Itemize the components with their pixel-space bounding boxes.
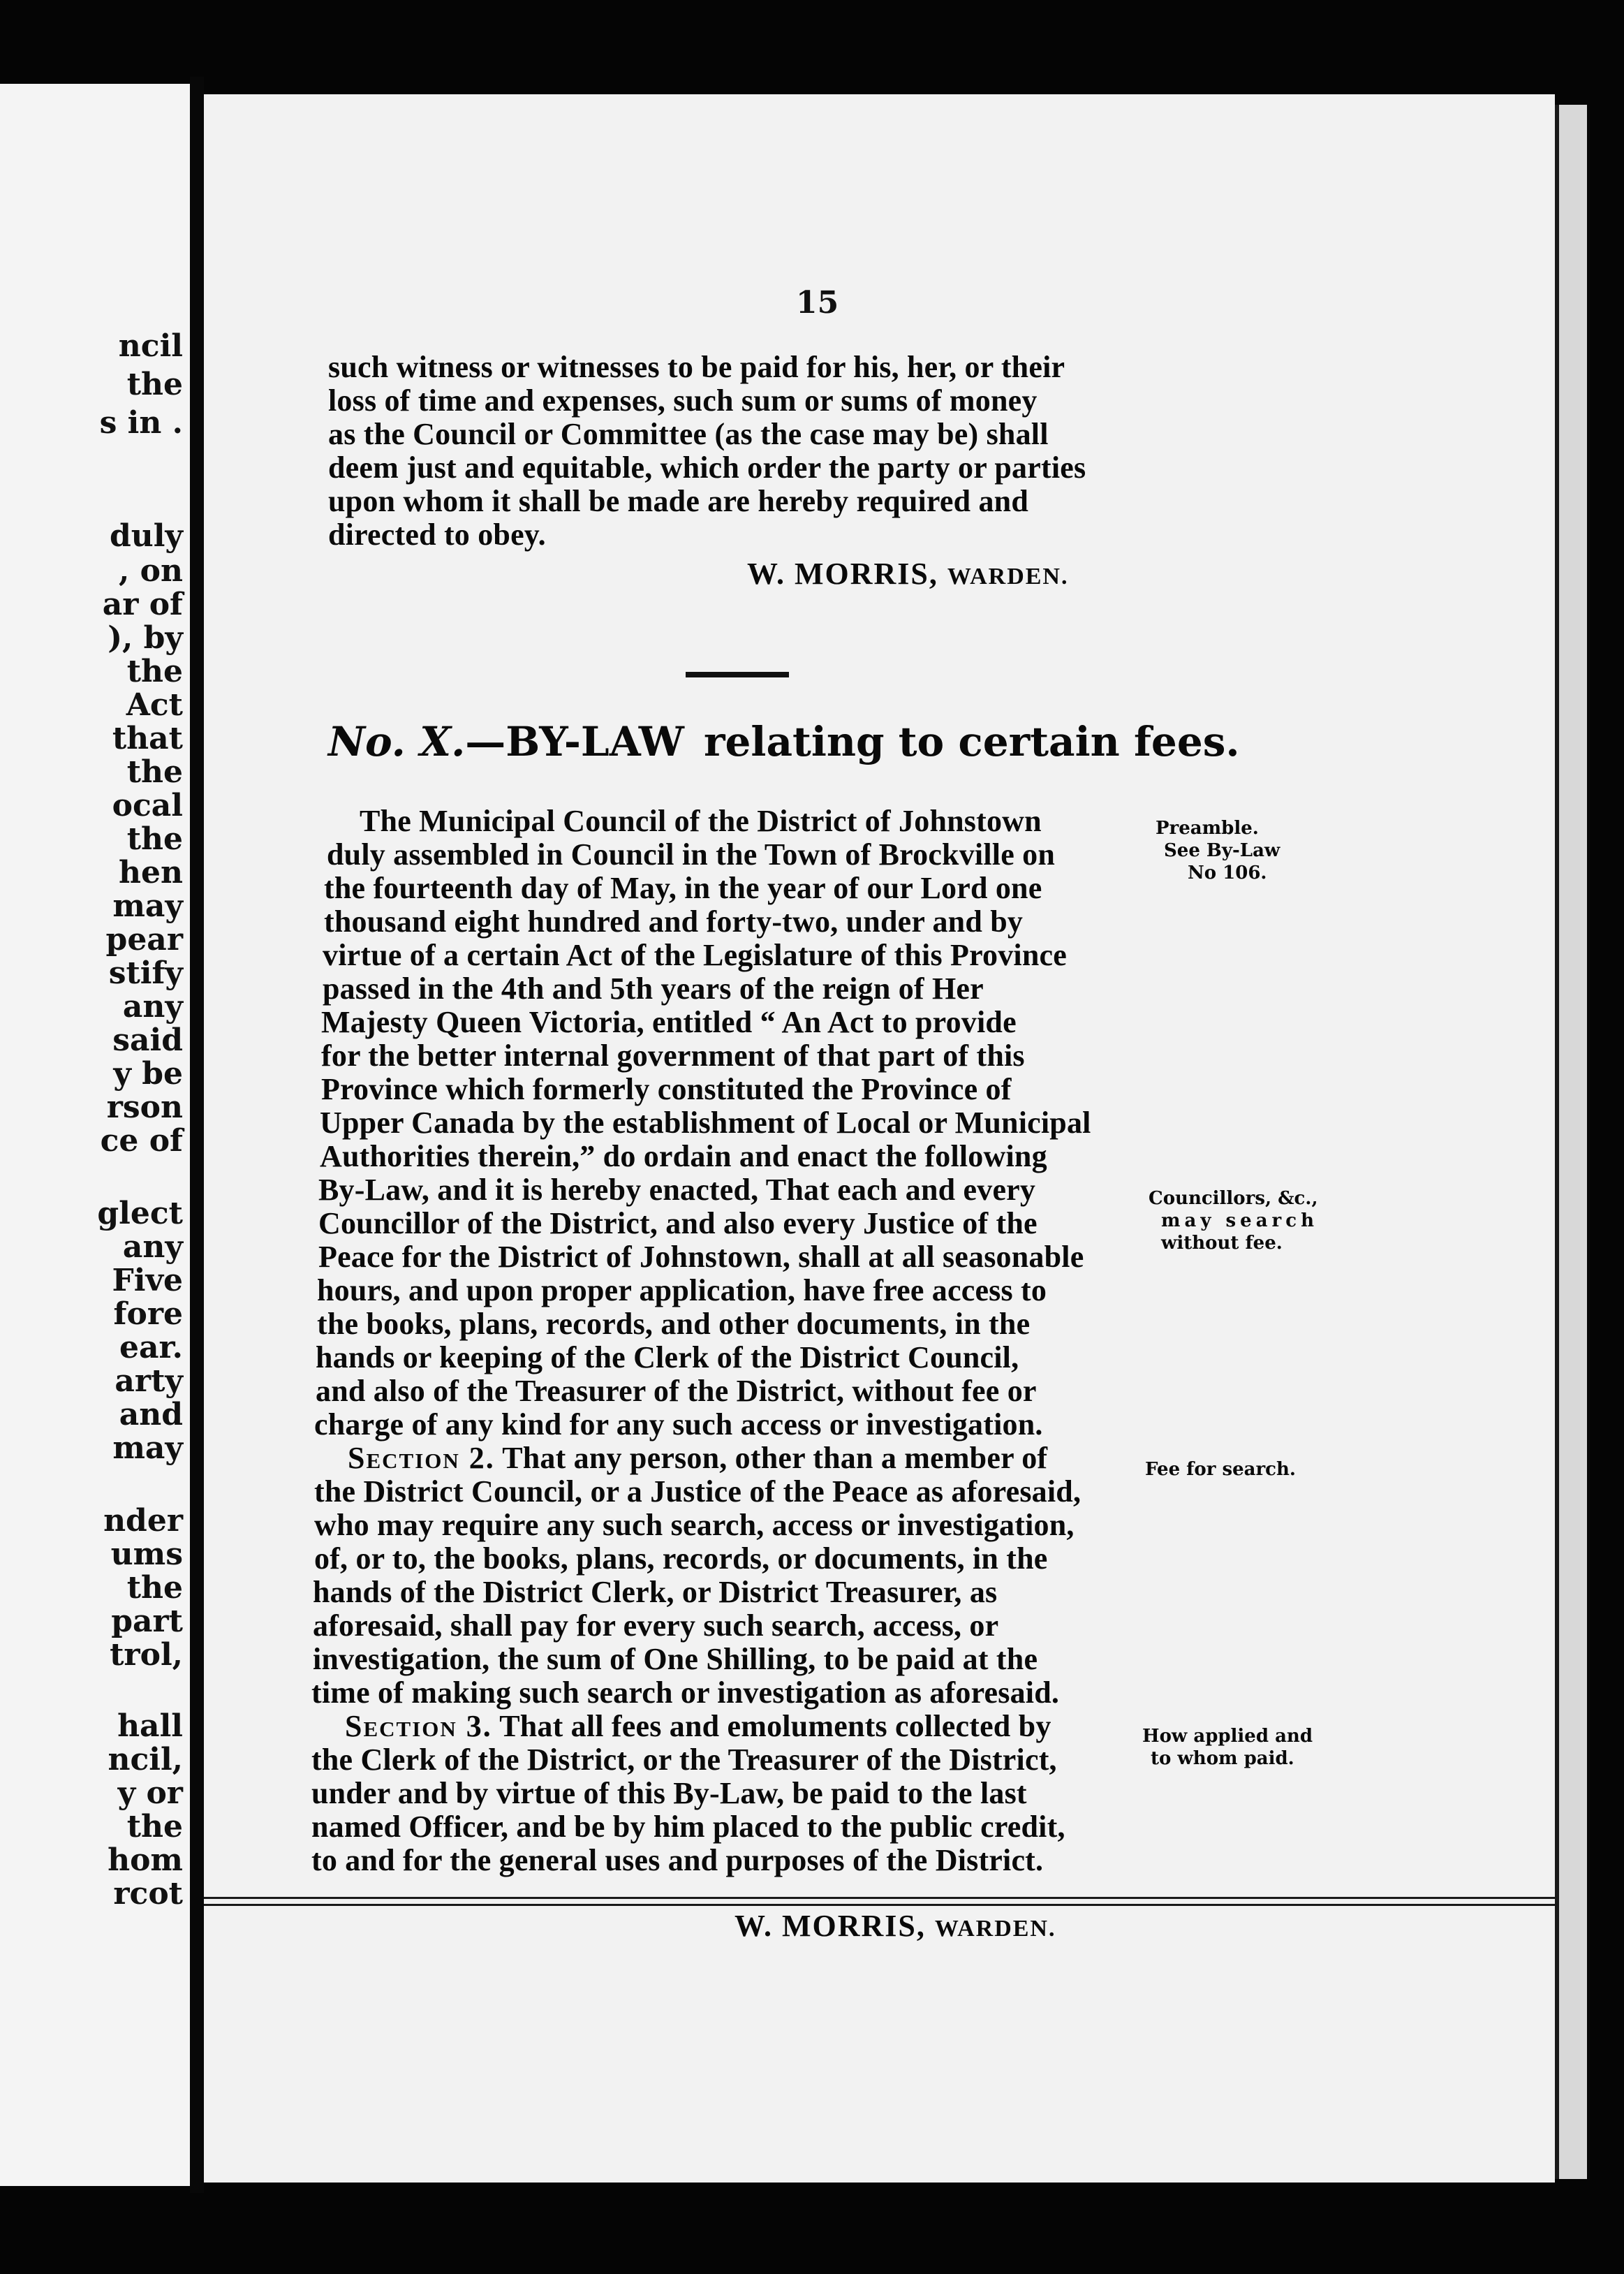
left-fragment: ar of <box>102 587 183 622</box>
bylaw-heading <box>328 718 1240 765</box>
left-fragment: ), by <box>108 620 183 656</box>
left-fragment: ums <box>110 1536 183 1572</box>
left-fragment: hen <box>119 855 183 890</box>
page-number: 15 <box>796 285 839 321</box>
text-line: and also of the Treasurer of the District, without fee or <box>316 1374 1037 1408</box>
text-line: Majesty Queen Victoria, entitled “ An Act to provide <box>321 1005 1017 1039</box>
left-fragment: hall <box>117 1708 183 1744</box>
margin-note-line: No 106. <box>1188 863 1267 883</box>
section-2-line <box>348 1440 1047 1476</box>
heading-dash: — <box>465 718 506 765</box>
text-line: under and by virtue of this By-Law, be paid to the last <box>311 1776 1027 1810</box>
text-line: deem just and equitable, which order the party or parties <box>328 450 1086 485</box>
text-line: thousand eight hundred and forty-two, under and by <box>324 904 1024 939</box>
margin-note-line: Preamble. <box>1156 818 1259 839</box>
left-fragment: Act <box>126 687 183 723</box>
left-fragment: may <box>112 1430 183 1466</box>
margin-note-fee <box>1145 1458 1296 1481</box>
heading-rest: relating to certain fees. <box>703 718 1240 765</box>
left-fragment: the <box>126 754 183 790</box>
text-line: time of making such search or investigation as aforesaid. <box>311 1675 1060 1710</box>
left-fragment: Five <box>112 1263 183 1298</box>
margin-note-line: See By-Law <box>1164 840 1280 861</box>
text-line: who may require any such search, access or investigation, <box>314 1508 1075 1542</box>
text-line: virtue of a certain Act of the Legislature of this Province <box>323 938 1067 972</box>
left-fragment: duly <box>109 518 183 554</box>
left-fragment: ncil <box>118 328 183 364</box>
left-fragment: stify <box>108 955 183 991</box>
signature-warden <box>735 1908 1056 1944</box>
section-label: Section 3. <box>345 1709 492 1743</box>
margin-note-line: Fee for search. <box>1145 1459 1296 1480</box>
left-fragment: trol, <box>110 1637 183 1673</box>
text-line: as the Council or Committee (as the case may be) shall <box>328 417 1049 451</box>
text-line: passed in the 4th and 5th years of the reign of Her <box>323 971 984 1006</box>
left-fragment: glect <box>97 1196 183 1231</box>
left-fragment: hom <box>108 1842 183 1878</box>
left-fragment: rson <box>106 1090 183 1125</box>
left-fragment: and <box>119 1397 183 1432</box>
section-text: That any person, other than a member of <box>502 1441 1048 1475</box>
text-line: named Officer, and be by him placed to the public credit, <box>311 1810 1065 1844</box>
text-line: for the better internal government of that part of this <box>321 1039 1025 1073</box>
text-line: Authorities therein,” do ordain and enact the following <box>320 1139 1047 1173</box>
left-fragment: ncil, <box>108 1742 183 1777</box>
signature-title: WARDEN. <box>934 1916 1056 1942</box>
bottom-rule <box>204 1897 1555 1899</box>
left-page-fragment <box>0 84 190 2186</box>
text-line: of, or to, the books, plans, records, or documents, in the <box>314 1541 1048 1576</box>
text-line: hands of the District Clerk, or District Treasurer, as <box>313 1575 998 1609</box>
left-fragment: the <box>126 1809 183 1844</box>
text-line: directed to obey. <box>328 518 546 552</box>
section-3-line <box>345 1708 1051 1744</box>
margin-note-line: without fee. <box>1161 1233 1283 1254</box>
text-line: such witness or witnesses to be paid for his, her, or their <box>328 350 1065 384</box>
section-label: Section 2. <box>348 1441 495 1475</box>
text-line: to and for the general uses and purposes of the District. <box>311 1843 1044 1877</box>
left-fragment: y or <box>117 1775 183 1811</box>
left-fragment: any <box>122 989 183 1025</box>
left-fragment: arty <box>115 1363 183 1399</box>
text-line: The Municipal Council of the District of Johnstown <box>360 804 1042 838</box>
book-gutter <box>190 77 204 2193</box>
left-fragment: the <box>126 367 183 402</box>
text-line: loss of time and expenses, such sum or sums of money <box>328 383 1038 418</box>
left-fragment: may <box>112 888 183 924</box>
left-fragment: s in . <box>99 405 183 441</box>
left-fragment: ocal <box>112 788 183 823</box>
text-line: Province which formerly constituted the Province of <box>321 1072 1012 1106</box>
text-line: Councillor of the District, and also every Justice of the <box>318 1206 1038 1240</box>
signature-name: W. MORRIS, <box>747 557 938 591</box>
text-line: charge of any kind for any such access or investigation. <box>314 1407 1043 1442</box>
left-fragment: pear <box>105 922 183 958</box>
text-line: upon whom it shall be made are hereby required and <box>328 484 1028 518</box>
left-fragment: that <box>112 721 183 756</box>
left-fragment: fore <box>113 1296 183 1332</box>
text-line: Peace for the District of Johnstown, shall at all seasonable <box>318 1240 1084 1274</box>
text-line: the District Council, or a Justice of the Peace as aforesaid, <box>314 1474 1082 1509</box>
section-divider <box>686 672 789 677</box>
margin-note-line: How applied and <box>1142 1726 1313 1747</box>
left-fragment: the <box>126 654 183 689</box>
margin-note-line: may search <box>1161 1210 1318 1231</box>
left-fragment: any <box>122 1229 183 1265</box>
bylaw-number: No. X. <box>328 718 466 765</box>
margin-note-preamble <box>1156 817 1280 884</box>
left-fragment: part <box>111 1604 183 1639</box>
page-edge <box>1555 105 1587 2179</box>
margin-note-councillors <box>1149 1187 1318 1254</box>
text-line: By-Law, and it is hereby enacted, That each and every <box>318 1173 1036 1207</box>
text-line: hands or keeping of the Clerk of the District Council, <box>316 1340 1019 1374</box>
left-fragment: the <box>126 1570 183 1606</box>
text-line: duly assembled in Council in the Town of Brockville on <box>327 837 1055 872</box>
text-line: Upper Canada by the establishment of Local or Municipal <box>320 1106 1091 1140</box>
signature-warden <box>747 556 1068 592</box>
margin-note-line: Councillors, &c., <box>1149 1188 1318 1209</box>
left-fragment: rcot <box>113 1876 183 1912</box>
heading-bylaw: BY-LAW <box>505 718 684 765</box>
left-fragment: ce of <box>100 1123 183 1159</box>
text-line: hours, and upon proper application, have free access to <box>317 1273 1047 1307</box>
left-fragment: ear. <box>119 1330 183 1365</box>
text-line: aforesaid, shall pay for every such search, access, or <box>313 1608 999 1643</box>
left-fragment: , on <box>119 553 183 589</box>
signature-title: WARDEN. <box>947 564 1069 589</box>
signature-name: W. MORRIS, <box>735 1909 926 1943</box>
bottom-rule <box>204 1904 1555 1906</box>
text-line: investigation, the sum of One Shilling, to be paid at the <box>313 1642 1038 1676</box>
left-fragment: said <box>112 1022 183 1058</box>
left-fragment: the <box>126 821 183 857</box>
text-line: the books, plans, records, and other documents, in the <box>317 1307 1031 1341</box>
text-line: the Clerk of the District, or the Treasurer of the District, <box>311 1743 1057 1777</box>
section-text: That all fees and emoluments collected by <box>499 1709 1051 1743</box>
left-fragment: nder <box>103 1503 183 1539</box>
left-fragment: y be <box>113 1056 183 1092</box>
margin-note-how-applied <box>1142 1725 1313 1770</box>
margin-note-line: to whom paid. <box>1151 1748 1294 1769</box>
text-line: the fourteenth day of May, in the year of our Lord one <box>324 871 1042 905</box>
